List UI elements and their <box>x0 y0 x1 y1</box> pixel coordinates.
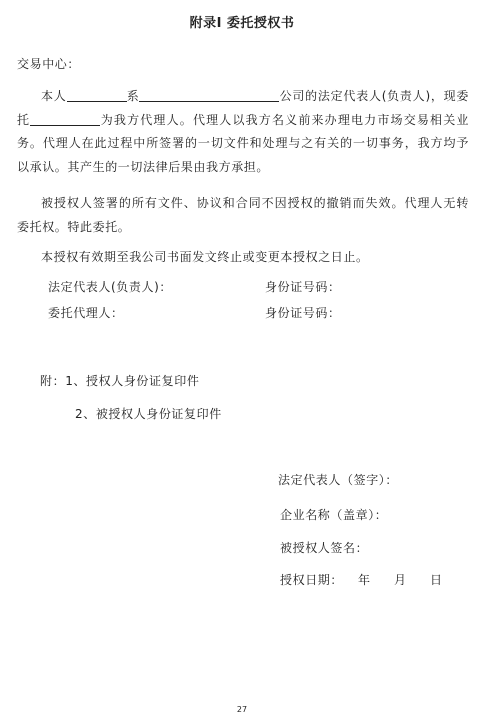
legal-rep-signature-label: 法定代表人（签字）： <box>278 473 399 487</box>
legal-rep-id-label: 身份证号码： <box>265 280 341 294</box>
date-month: 月 <box>394 573 407 587</box>
grantee-signature-label: 被授权人签名： <box>280 541 369 555</box>
authorization-date-label: 授权日期： <box>280 573 344 587</box>
paragraph-validity: 被授权人签署的所有文件、协议和合同不因授权的撤销而失效。代理人无转委托权。特此委托。 <box>17 196 469 234</box>
salutation: 交易中心： <box>17 57 81 71</box>
company-blank <box>139 88 279 102</box>
attachment-item-2: 2、被授权人身份证复印件 <box>75 407 222 421</box>
date-day: 日 <box>430 573 443 587</box>
agent-id-label: 身份证号码： <box>265 306 341 320</box>
legal-rep-label: 法定代表人(负责人)： <box>48 280 172 294</box>
p1-text-1: 本人 <box>41 89 67 103</box>
attachment-item-1: 附：1、授权人身份证复印件 <box>40 374 200 388</box>
p1-text-2: 系 <box>126 89 140 103</box>
p1-text-4: 为我方代理人。代理人以我方名义前来办理电力市场交易相关业务。代理人在此过程中所签署的一切文件和处理与之有关的一切事务，我方均予以承认。其产生的一切法律后果由我方承担。 <box>17 112 469 174</box>
paragraph-authorization <box>17 85 469 179</box>
company-seal-label: 企业名称（盖章）： <box>280 508 388 522</box>
document-title: 附录Ⅰ 委托授权书 <box>189 16 295 31</box>
name-blank <box>67 88 127 102</box>
p1-text-3: 公司的法定代表人(负责人)，现委托 <box>17 89 470 127</box>
agent-blank <box>30 112 100 126</box>
paragraph-term: 本授权有效期至我公司书面发文终止或变更本授权之日止。 <box>41 250 369 264</box>
date-year: 年 <box>358 573 371 587</box>
page-number: 27 <box>236 705 248 714</box>
agent-label: 委托代理人： <box>48 306 124 320</box>
